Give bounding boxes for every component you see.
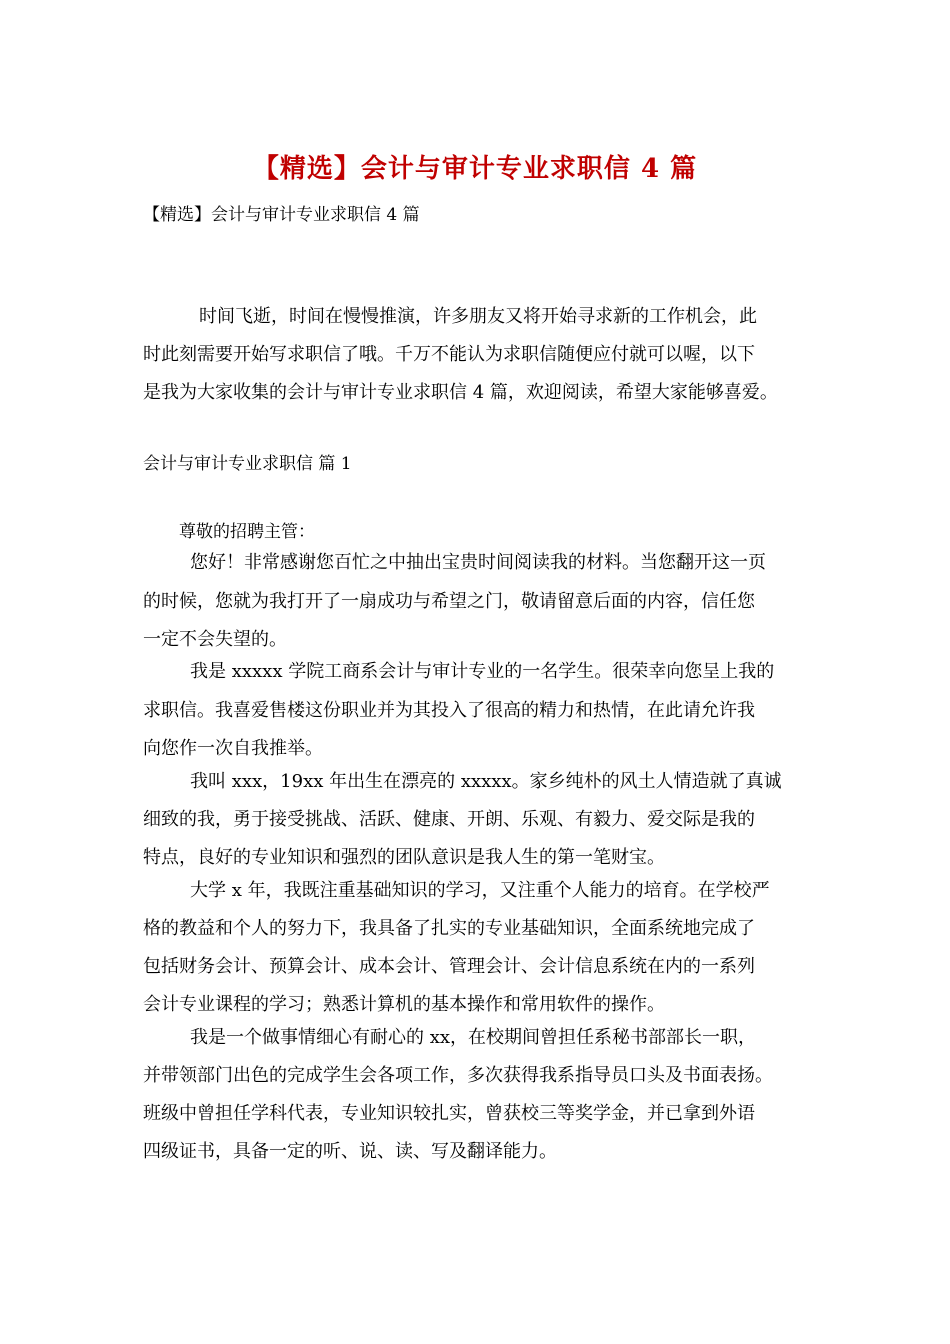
body-line: 细致的我，勇于接受挑战、活跃、健康、开朗、乐观、有毅力、爱交际是我的 [143,809,755,830]
intro-line: 时间飞逝，时间在慢慢推演，许多朋友又将开始寻求新的工作机会，此 [199,306,757,327]
document-title: 【精选】会计与审计专业求职信 4 篇 [252,154,698,184]
body-line: 四级证书，具备一定的听、说、读、写及翻译能力。 [143,1141,557,1162]
body-line: 我叫 xxx，19xx 年出生在漂亮的 xxxxx。家乡纯朴的风土人情造就了真诚 [190,771,782,792]
intro-line: 是我为大家收集的会计与审计专业求职信 4 篇，欢迎阅读，希望大家能够喜爱。 [143,382,778,403]
section-heading: 会计与审计专业求职信 篇 1 [143,454,352,474]
document-subtitle: 【精选】会计与审计专业求职信 4 篇 [143,205,420,225]
body-line: 求职信。我喜爱售楼这份职业并为其投入了很高的精力和热情，在此请允许我 [143,700,755,721]
body-line: 会计专业课程的学习；熟悉计算机的基本操作和常用软件的操作。 [143,994,665,1015]
salutation: 尊敬的招聘主管： [179,522,315,542]
body-line: 大学 x 年，我既注重基础知识的学习，又注重个人能力的培育。在学校严 [190,880,770,901]
body-line: 一定不会失望的。 [143,629,287,650]
body-line: 特点，良好的专业知识和强烈的团队意识是我人生的第一笔财宝。 [143,847,665,868]
body-line: 包括财务会计、预算会计、成本会计、管理会计、会计信息系统在内的一系列 [143,956,755,977]
body-line: 的时候，您就为我打开了一扇成功与希望之门，敬请留意后面的内容，信任您 [143,591,755,612]
body-line: 班级中曾担任学科代表，专业知识较扎实，曾获校三等奖学金，并已拿到外语 [143,1103,755,1124]
intro-line: 时此刻需要开始写求职信了哦。千万不能认为求职信随便应付就可以喔，以下 [143,344,755,365]
body-line: 我是 xxxxx 学院工商系会计与审计专业的一名学生。很荣幸向您呈上我的 [190,661,775,682]
body-line: 格的教益和个人的努力下，我具备了扎实的专业基础知识，全面系统地完成了 [143,918,755,939]
body-line: 我是一个做事情细心有耐心的 xx，在校期间曾担任系秘书部部长一职， [190,1027,757,1048]
body-line: 您好！非常感谢您百忙之中抽出宝贵时间阅读我的材料。当您翻开这一页 [190,552,766,573]
body-line: 向您作一次自我推举。 [143,738,323,759]
body-line: 并带领部门出色的完成学生会各项工作，多次获得我系指导员口头及书面表扬。 [143,1065,773,1086]
